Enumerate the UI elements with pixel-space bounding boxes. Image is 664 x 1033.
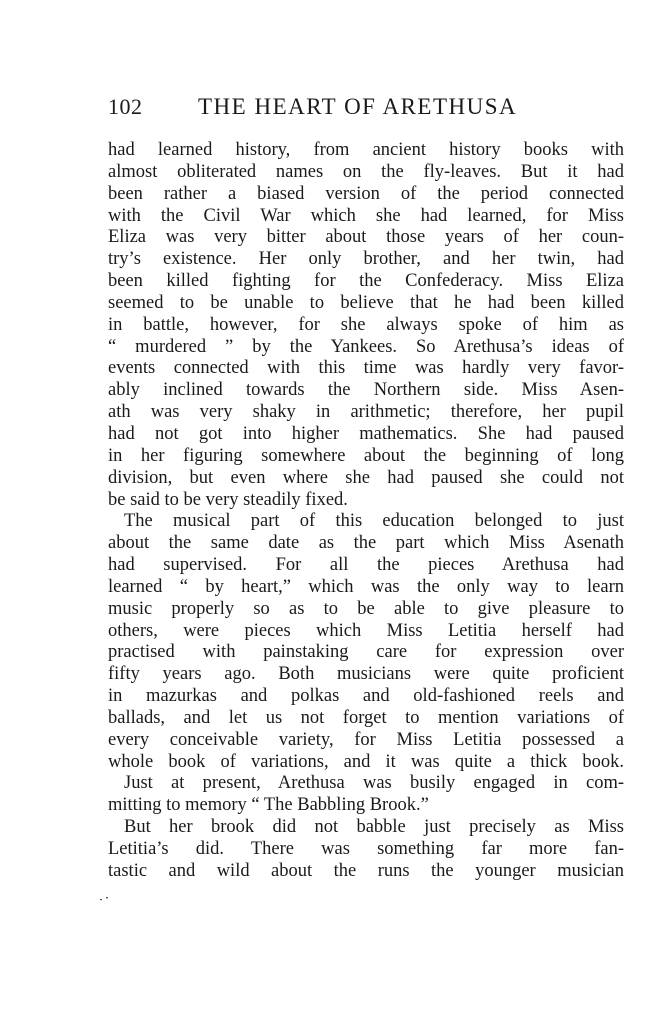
text-line: music properly so as to be able to give pleasure to bbox=[108, 598, 624, 619]
text-line: learned “ by heart,” which was the only way to learn bbox=[108, 576, 624, 597]
running-head bbox=[108, 94, 624, 124]
text-line: fifty years ago. Both musicians were quite proficient bbox=[108, 664, 624, 685]
running-title: THE HEART OF ARETHUSA bbox=[198, 94, 518, 119]
text-line: ballads, and let us not forget to mention variations of bbox=[108, 707, 624, 728]
text-line: Letitia’s did. There was something far more fan- bbox=[108, 839, 624, 859]
text-line: tastic and wild about the runs the younger musician bbox=[108, 860, 624, 881]
text-line: “ murdered ” by the Yankees. So Arethusa’s ideas of bbox=[108, 336, 624, 357]
text-line: in her figuring somewhere about the beginning of long bbox=[108, 445, 624, 466]
text-line: mitting to memory “ The Babbling Brook.” bbox=[108, 795, 429, 816]
text-line: had learned history, from ancient history books with bbox=[108, 140, 624, 160]
text-line: been rather a biased version of the period connected bbox=[108, 183, 624, 204]
text-line: events connected with this time was hardly very favor- bbox=[108, 358, 624, 379]
text-line: But her brook did not babble just precisely as Miss bbox=[124, 817, 624, 838]
text-line: been killed fighting for the Confederacy. Miss Eliza bbox=[108, 271, 624, 292]
text-line: ably inclined towards the Northern side. Miss Asen- bbox=[108, 380, 624, 401]
text-line: about the same date as the part which Miss Asenath bbox=[108, 533, 624, 554]
text-line: had supervised. For all the pieces Arethusa had bbox=[108, 555, 624, 576]
text-line: practised with painstaking care for expression over bbox=[108, 642, 624, 663]
text-line: whole book of variations, and it was quite a thick book. bbox=[108, 751, 624, 772]
text-line: Just at present, Arethusa was busily engaged in com- bbox=[124, 773, 624, 794]
text-line: others, were pieces which Miss Letitia herself had bbox=[108, 620, 624, 641]
text-line: be said to be very steadily fixed. bbox=[108, 489, 348, 510]
text-line: division, but even where she had paused she could not bbox=[108, 467, 624, 488]
text-line: almost obliterated names on the fly-leaves. But it had bbox=[108, 161, 624, 182]
text-line: with the Civil War which she had learned, for Miss bbox=[108, 205, 624, 226]
text-line: every conceivable variety, for Miss Letitia possessed a bbox=[108, 729, 624, 750]
text-line: in battle, however, for she always spoke of him as bbox=[108, 314, 624, 335]
text-line: Eliza was very bitter about those years of her coun- bbox=[108, 227, 624, 248]
text-line: ath was very shaky in arithmetic; therefore, her pupil bbox=[108, 402, 624, 423]
text-line: had not got into higher mathematics. She had paused bbox=[108, 423, 624, 444]
text-line: seemed to be unable to believe that he had been killed bbox=[108, 292, 624, 313]
text-line: try’s existence. Her only brother, and her twin, had bbox=[108, 249, 624, 270]
body-text bbox=[108, 140, 624, 883]
text-line: The musical part of this education belonged to just bbox=[124, 511, 624, 532]
text-line: in mazurkas and polkas and old-fashioned reels and bbox=[108, 686, 624, 707]
print-speck bbox=[100, 896, 110, 902]
page-number: 102 bbox=[108, 94, 143, 119]
